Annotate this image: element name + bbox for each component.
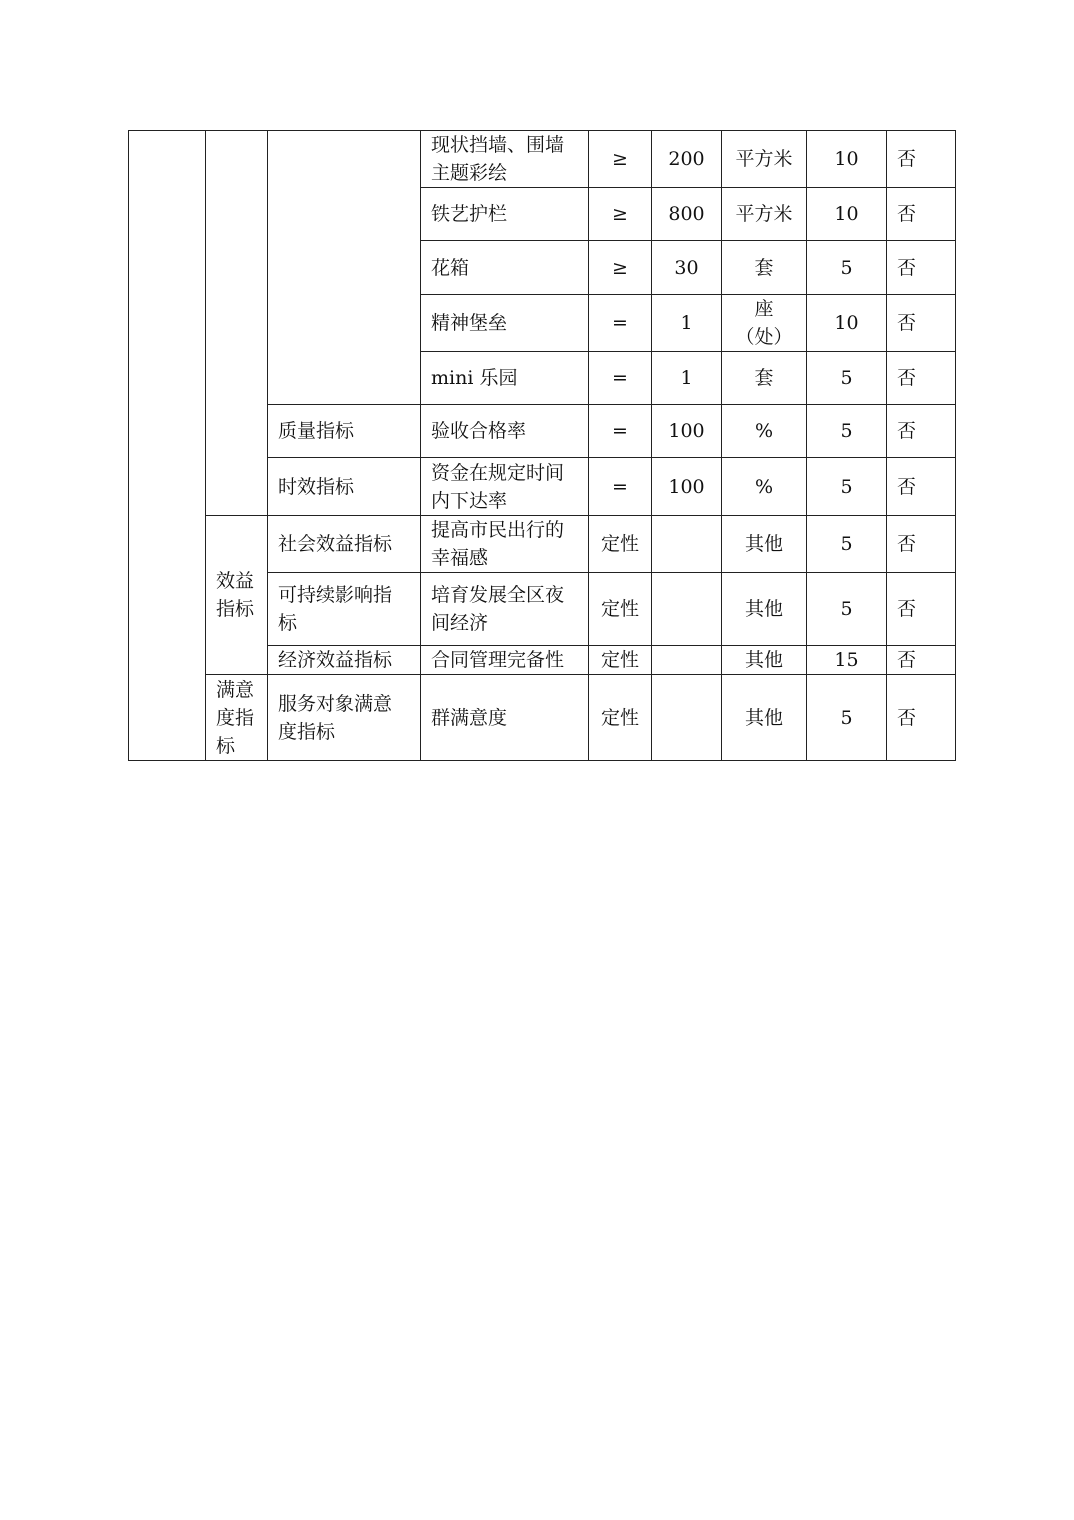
level2-empty-cell (206, 131, 268, 516)
weight: 5 (807, 516, 887, 573)
unit: 其他 (722, 573, 807, 646)
target-value (652, 573, 722, 646)
flag: 否 (887, 131, 956, 188)
sub-category: 社会效益指标 (268, 516, 421, 573)
weight: 10 (807, 295, 887, 352)
satisfaction-category: 满意度指标 (206, 675, 268, 761)
target-value: 1 (652, 352, 722, 405)
table-row (129, 675, 956, 761)
operator: ≥ (589, 131, 652, 188)
flag: 否 (887, 646, 956, 675)
level1-empty-cell (129, 131, 206, 761)
weight: 5 (807, 458, 887, 516)
weight: 10 (807, 131, 887, 188)
indicator-name: 现状挡墙、围墙主题彩绘 (421, 131, 589, 188)
weight: 15 (807, 646, 887, 675)
indicator-name: 提高市民出行的幸福感 (421, 516, 589, 573)
indicator-name: mini 乐园 (421, 352, 589, 405)
level3-empty-cell (268, 131, 421, 405)
flag: 否 (887, 295, 956, 352)
unit: % (722, 458, 807, 516)
target-value: 100 (652, 458, 722, 516)
operator: = (589, 405, 652, 458)
target-value (652, 675, 722, 761)
indicator-name: 铁艺护栏 (421, 188, 589, 241)
performance-indicator-table (128, 130, 956, 761)
target-value: 1 (652, 295, 722, 352)
operator: 定性 (589, 573, 652, 646)
flag: 否 (887, 458, 956, 516)
benefit-category: 效益指标 (206, 516, 268, 675)
operator: 定性 (589, 516, 652, 573)
flag: 否 (887, 405, 956, 458)
unit: 其他 (722, 675, 807, 761)
flag: 否 (887, 573, 956, 646)
flag: 否 (887, 241, 956, 295)
indicator-name: 资金在规定时间内下达率 (421, 458, 589, 516)
unit: 套 (722, 352, 807, 405)
operator: ≥ (589, 188, 652, 241)
weight: 5 (807, 241, 887, 295)
unit: 座（处） (722, 295, 807, 352)
sub-category: 可持续影响指标 (268, 573, 421, 646)
indicator-name: 精神堡垒 (421, 295, 589, 352)
table-row (129, 131, 956, 188)
weight: 5 (807, 573, 887, 646)
sub-category: 时效指标 (268, 458, 421, 516)
target-value: 100 (652, 405, 722, 458)
flag: 否 (887, 188, 956, 241)
operator: 定性 (589, 675, 652, 761)
indicator-name: 花箱 (421, 241, 589, 295)
target-value: 30 (652, 241, 722, 295)
sub-category: 经济效益指标 (268, 646, 421, 675)
weight: 5 (807, 405, 887, 458)
indicator-name: 培育发展全区夜间经济 (421, 573, 589, 646)
operator: 定性 (589, 646, 652, 675)
unit: % (722, 405, 807, 458)
flag: 否 (887, 516, 956, 573)
weight: 10 (807, 188, 887, 241)
target-value: 800 (652, 188, 722, 241)
operator: = (589, 352, 652, 405)
sub-category: 质量指标 (268, 405, 421, 458)
target-value: 200 (652, 131, 722, 188)
target-value (652, 516, 722, 573)
table-row (129, 516, 956, 573)
unit: 其他 (722, 646, 807, 675)
indicator-name: 群满意度 (421, 675, 589, 761)
unit: 其他 (722, 516, 807, 573)
operator: = (589, 295, 652, 352)
flag: 否 (887, 352, 956, 405)
weight: 5 (807, 352, 887, 405)
weight: 5 (807, 675, 887, 761)
operator: ≥ (589, 241, 652, 295)
target-value (652, 646, 722, 675)
unit: 套 (722, 241, 807, 295)
unit: 平方米 (722, 131, 807, 188)
flag: 否 (887, 675, 956, 761)
indicator-name: 合同管理完备性 (421, 646, 589, 675)
operator: = (589, 458, 652, 516)
sub-category: 服务对象满意度指标 (268, 675, 421, 761)
unit: 平方米 (722, 188, 807, 241)
indicator-name: 验收合格率 (421, 405, 589, 458)
